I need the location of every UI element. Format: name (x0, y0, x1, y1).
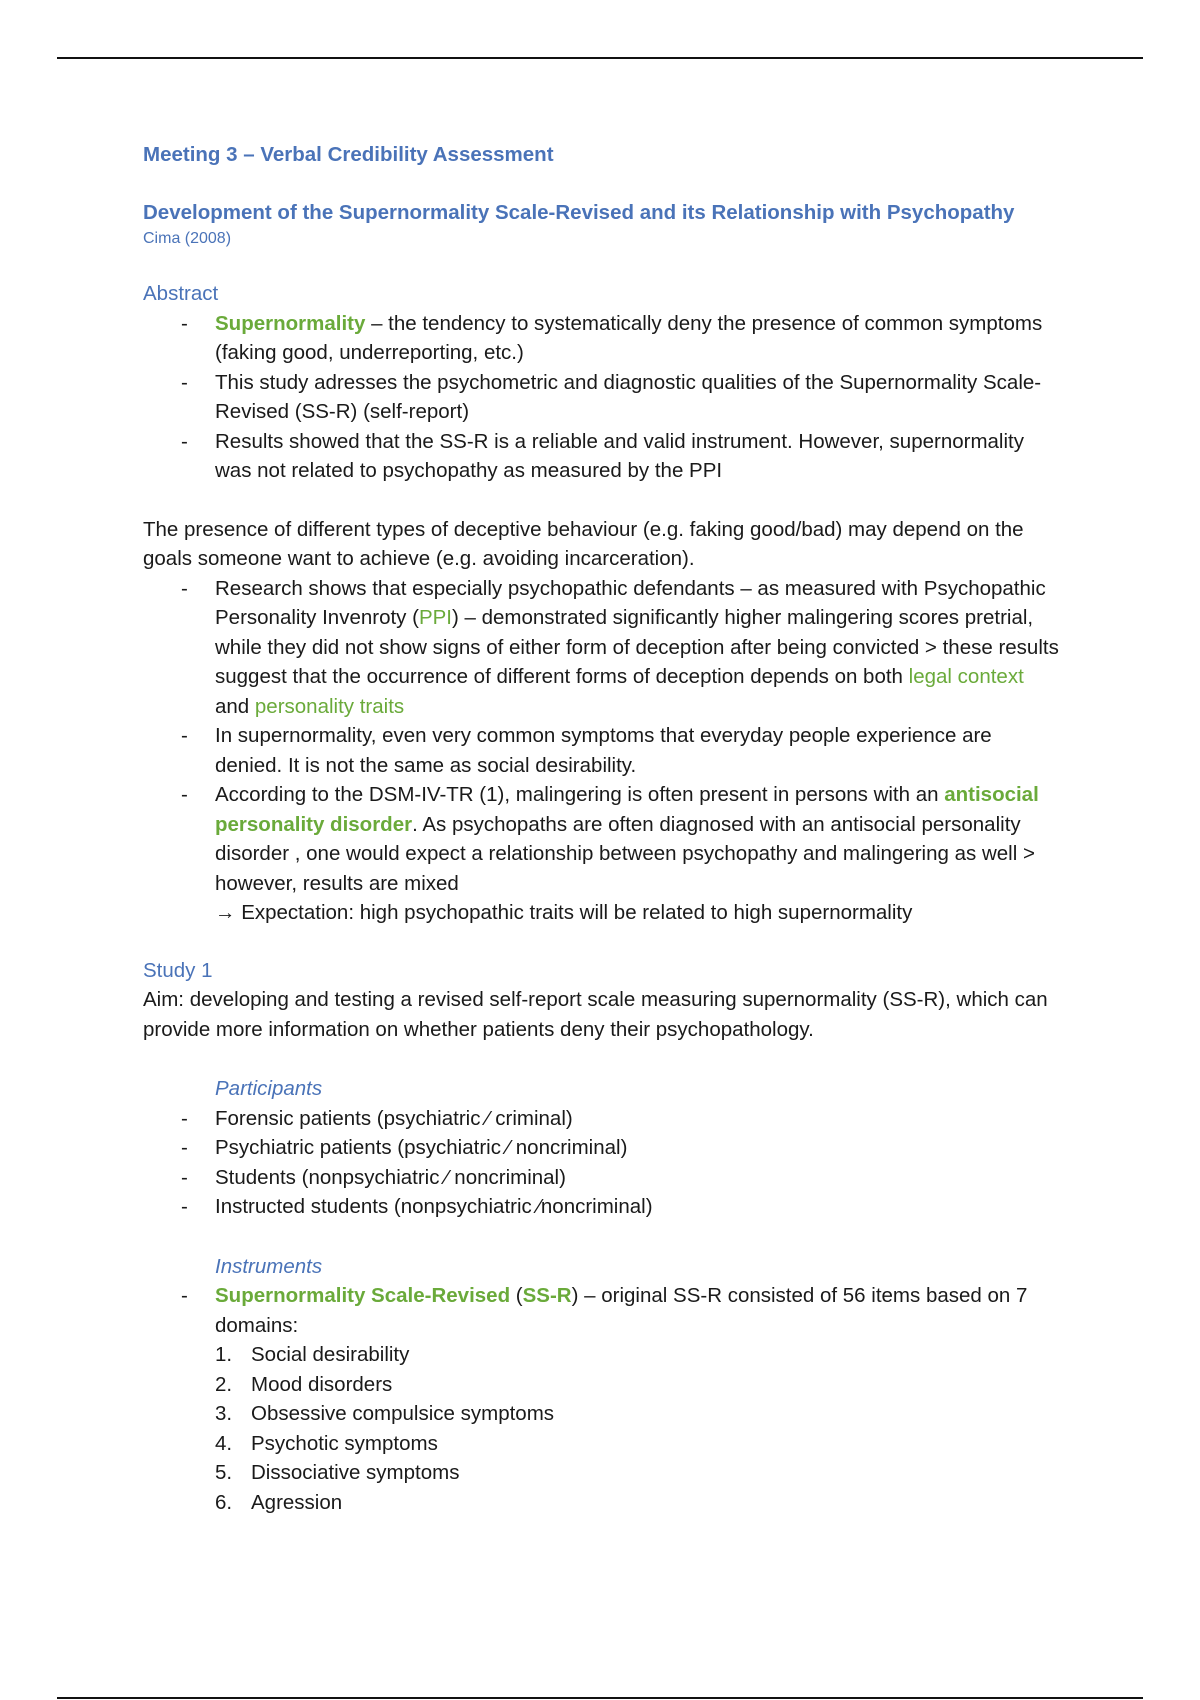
list-number: 6. (215, 1490, 233, 1514)
instruments-heading: Instruments (215, 1254, 323, 1278)
list-item (215, 1488, 1063, 1518)
list-item (143, 574, 1063, 722)
footer-rule (57, 1697, 1143, 1699)
list-item-text: Obsessive compulsice symptoms (251, 1402, 555, 1425)
list-item (215, 1429, 1063, 1459)
abstract-list (143, 309, 1063, 486)
list-item (143, 780, 1063, 928)
participants-heading: Participants (215, 1077, 323, 1100)
list-item-text: Social desirability (251, 1343, 410, 1366)
term-ss-r-name: Supernormality Scale-Revised (215, 1284, 511, 1307)
list-item-text: ) – original SS-R consisted of 56 items based on 7 domains: (215, 1284, 1028, 1337)
meeting-title: Meeting 3 – Verbal Credibility Assessment (143, 143, 554, 166)
list-number: 1. (215, 1343, 233, 1366)
list-item (215, 1370, 1063, 1400)
list-item (143, 1281, 1063, 1340)
article-title: Development of the Supernormality Scale-Revised and its Relationship with Psychopathy (143, 200, 1015, 224)
term-ppi: PPI (418, 606, 452, 629)
abstract-heading: Abstract (143, 282, 219, 305)
list-item (143, 309, 1063, 368)
list-item-text: Mood disorders (251, 1372, 393, 1396)
list-number: 5. (215, 1461, 233, 1484)
study1-heading: Study 1 (143, 958, 213, 982)
expectation-line (215, 898, 1063, 928)
list-number: 2. (215, 1372, 233, 1396)
domains-list (143, 1340, 1063, 1517)
instruments-list (143, 1281, 1063, 1340)
citation: Cima (2008) (143, 230, 232, 247)
list-item (215, 1340, 1063, 1370)
term-supernormality: Supernormality (215, 311, 366, 335)
term-personality-traits: personality traits (254, 694, 405, 718)
right-arrow-icon: → (215, 901, 236, 924)
list-item-text: and (215, 694, 255, 718)
list-item-text: Agression (251, 1490, 343, 1514)
list-item: - Forensic patients (psychiatric ⁄ criminal) (143, 1104, 1063, 1134)
list-item-text: Dissociative symptoms (251, 1461, 460, 1484)
intro-paragraph: The presence of different types of deceptive behaviour (e.g. faking good/bad) may depend on the goals someone want to achieve (e.g. avoiding incarceration). (143, 517, 1024, 570)
list-number: 3. (215, 1402, 233, 1425)
intro-list (143, 574, 1063, 928)
list-item-text: . As psychopaths are often diagnosed with an antisocial personality disorder , one would expect a relationship between psychopathy and malingering as well > however, results are mixed (215, 812, 1035, 895)
participants-list (143, 1104, 1063, 1222)
list-item-text: This study adresses the psychometric and diagnostic qualities of the Supernormality Scale-Revised (SS-R) (self-report) (215, 370, 1042, 423)
list-item: - Students (nonpsychiatric ⁄ noncriminal) (143, 1163, 1063, 1193)
list-item-text: Psychotic symptoms (251, 1431, 438, 1455)
expectation-text: Expectation: high psychopathic traits will be related to high supernormality (235, 901, 913, 924)
term-legal-context: legal context (908, 665, 1024, 688)
list-item (143, 368, 1063, 427)
list-item (143, 427, 1063, 486)
term-antisocial-personality-disorder: antisocial personality disorder (215, 783, 1039, 836)
list-item: - Psychiatric patients (psychiatric ⁄ noncriminal) (143, 1133, 1063, 1163)
term-ss-r-abbr: SS-R (522, 1284, 572, 1307)
list-item-text: ) – demonstrated significantly higher malingering scores pretrial, while they did not show signs of either form of deception after being convicted > these results suggest that the occurrence of different forms of deception depends on both (215, 606, 1059, 688)
list-item-text: ( (510, 1284, 523, 1307)
list-item-text: Research shows that especially psychopathic defendants – as measured with Psychopathic Personality Invenroty ( (215, 576, 1046, 629)
study1-aim: Aim: developing and testing a revised self-report scale measuring supernormality (SS-R), which can provide more information on whether patients deny their psychopathology. (143, 988, 1048, 1041)
list-item-text: According to the DSM-IV-TR (1), malingering is often present in persons with an (215, 783, 945, 806)
list-number: 4. (215, 1431, 233, 1455)
list-item-text: Results showed that the SS-R is a reliable and valid instrument. However, supernormality was not related to psychopathy as measured by the PPI (215, 429, 1024, 482)
list-item-text: In supernormality, even very common symptoms that everyday people experience are denied. It is not the same as social desirability. (215, 724, 992, 777)
document-body (143, 140, 1063, 1517)
list-item (215, 1399, 1063, 1429)
list-item (143, 721, 1063, 780)
list-item (215, 1458, 1063, 1488)
list-item: - Instructed students (nonpsychiatric ⁄noncriminal) (143, 1192, 1063, 1222)
header-rule (57, 57, 1143, 59)
list-item-text: – the tendency to systematically deny the presence of common symptoms (faking good, underreporting, etc.) (215, 311, 1043, 364)
